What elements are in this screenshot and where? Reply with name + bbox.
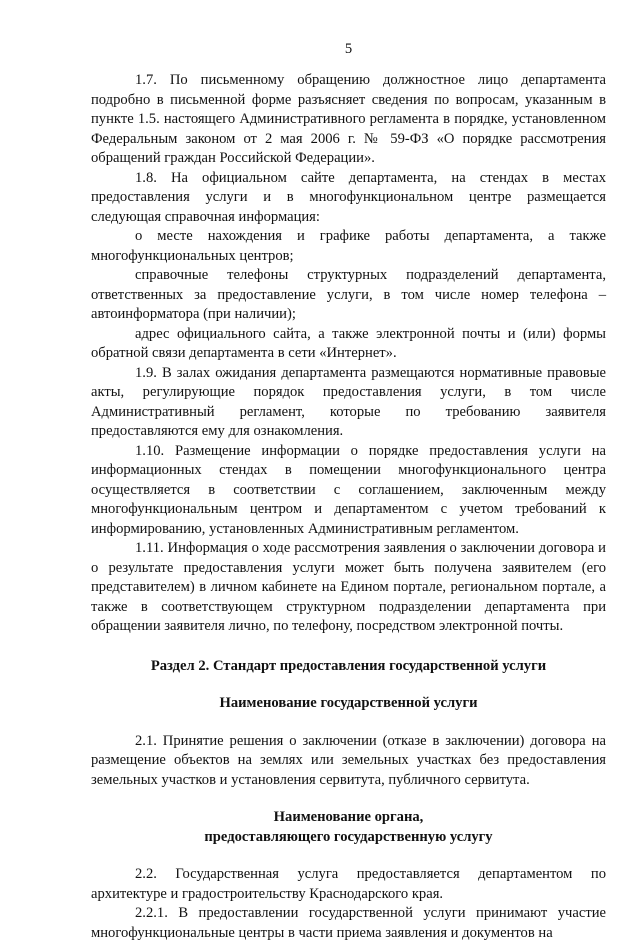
paragraph-1-9: 1.9. В залах ожидания департамента размещаются нормативные правовые акты, регулирующие порядок предоставления услуги, в том числе Административный регламент, которые по требованию заявителя предоставляются ему для ознакомления. (91, 364, 606, 439)
paragraph-phone-info: справочные телефоны структурных подразделений департамента, ответственных за предоставление услуги, в том числе номер телефона – автоинформатора (при наличии); (91, 267, 606, 322)
paragraph-2-2-1: 2.2.1. В предоставлении государственной услуги принимают участие многофункциональные центры в части приема заявления и документов на (91, 905, 606, 941)
section-2-title: Раздел 2. Стандарт предоставления государственной услуги (150, 657, 547, 674)
paragraph-2-2: 2.2. Государственная услуга предоставляется департаментом по архитектуре и градостроительству Краснодарского края. (91, 866, 606, 902)
document-body (91, 71, 606, 943)
subsection-authority-title-line2: предоставляющего государственную услугу (204, 828, 493, 845)
paragraph-1-10: 1.10. Размещение информации о порядке предоставления услуги на информационных стендах в помещении многофункционального центра осуществляется в соответствии с соглашением, заключенным между многофункциональным центром и департаментом с учетом требований к информированию, установленных Административным регламентом. (91, 442, 606, 537)
paragraph-2-1: 2.1. Принятие решения о заключении (отказе в заключении) договора на размещение объектов на землях или земельных участках без предоставления земельных участков и установления сервитута, публичного сервитута. (91, 732, 606, 788)
subsection-service-name-title: Наименование государственной услуги (219, 695, 478, 711)
paragraph-website-info: адрес официального сайта, а также электронной почты и (или) формы обратной связи департамента в сети «Интернет». (91, 325, 606, 361)
subsection-authority-title-line1: Наименование органа, (273, 809, 424, 825)
paragraph-1-7: 1.7. По письменному обращению должностное лицо департамента подробно в письменной форме разъясняет сведения по вопросам, указанным в пункте 1.5. настоящего Административного регламента в порядке, установленном Федеральным законом от 2 мая 2006 г. № 59-ФЗ «О порядке рассмотрения обращений граждан Российской Федерации». (91, 72, 606, 166)
paragraph-1-8: 1.8. На официальном сайте департамента, на стендах в местах предоставления услуги и в многофункциональном центре размещается следующая справочная информация: (91, 169, 606, 225)
paragraph-location-info: о месте нахождения и графике работы департамента, а также многофункциональных центров; (91, 228, 606, 264)
page-number: 5 (344, 41, 353, 57)
paragraph-1-11: 1.11. Информация о ходе рассмотрения заявления о заключении договора и о результате предоставления услуги может быть получена заявителем (его представителем) в личном кабинете на Едином портале, региональном портале, а также в соответствующем структурном подразделении департамента при обращении заявителя лично, по телефону, посредством электронной почты. (91, 540, 606, 634)
